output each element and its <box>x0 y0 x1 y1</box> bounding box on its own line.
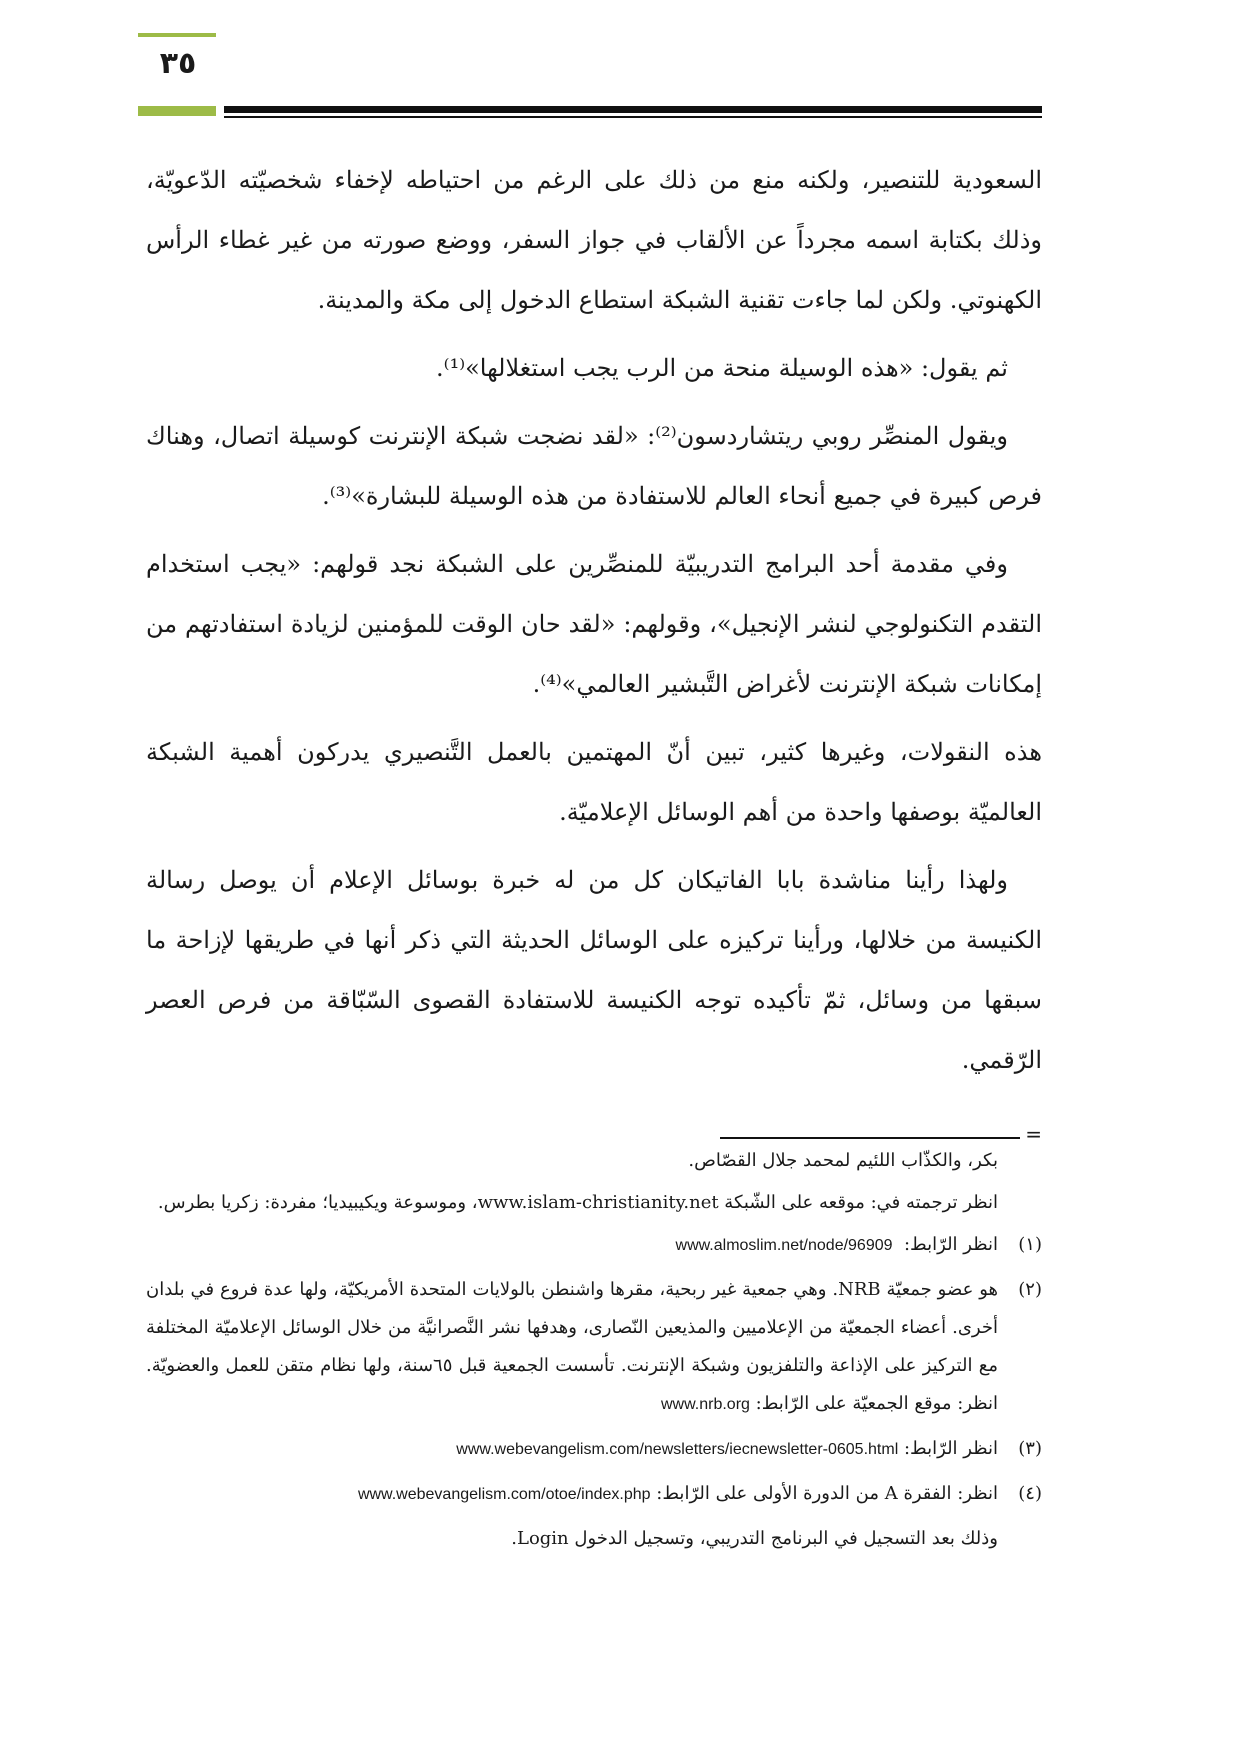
footnote-text: هو عضو جمعيّة NRB. وهي جمعية غير ربحية، مقرها واشنطن بالولايات المتحدة الأمريكيّة، ولها عدة فروع في بلدان أخرى. أعضاء الجمعيّة من الإعلاميين والمذيعين النّصارى، وهدفها نشر النَّصرانيَّة من خلال الوسائل الإعلاميّة المختلفة مع التركيز على الإذاعة والتلفزيون وشبكة الإنترنت. تأسست الجمعية قبل ٦٥سنة، ولها نظام متقن للعمل والعضويّة. انظر: موقع الجمعيّة على الرّابط: <box>146 1279 998 1414</box>
footnote-link[interactable]: www.webevangelism.com/newsletters/iecnewsletter-0605.html <box>456 1441 899 1458</box>
footnote-separator-line <box>720 1137 1020 1139</box>
footnote-link[interactable]: www.webevangelism.com/otoe/index.php <box>357 1486 651 1503</box>
footnote-number: (٤) <box>1018 1483 1042 1504</box>
footnote-link[interactable]: www.nrb.org <box>661 1396 750 1413</box>
paragraph-3: ويقول المنصِّر روبي ريتشاردسون⁽²⁾: «لقد نضجت شبكة الإنترنت كوسيلة اتصال، وهناك فرص كبيرة في جميع أنحاء العالم للاستفادة من هذه الوسيلة للبشارة»⁽³⁾. <box>146 422 1042 510</box>
page-number: ٣٥ <box>159 46 197 81</box>
header-accent-bar-top <box>138 33 216 37</box>
paragraph-1: السعودية للتنصير، ولكنه منع من ذلك على الرغم من احتياطه لإخفاء شخصيّته الدّعويّة، وذلك بكتابة اسمه مجرداً عن الألقاب في جواز السفر، ووضع صورته من غير غطاء الرأس الكهنوتي. ولكن لما جاءت تقنية الشبكة استطاع الدخول إلى مكة والمدينة. <box>146 166 1042 314</box>
body-text <box>146 150 1042 1098</box>
footnote-text: انظر الرّابط: <box>903 1438 998 1459</box>
paragraph-6: ولهذا رأينا مناشدة بابا الفاتيكان كل من له خبرة بوسائل الإعلام أن يوصل رسالة الكنيسة من خلالها، ورأينا تركيزه على الوسائل الحديثة التي ذكر أنها في طريقها لإزاحة ما سبقها من وسائل، ثمّ تأكيده توجه الكنيسة للاستفادة القصوى السّبّاقة من فرص العصر الرّقمي. <box>146 866 1042 1074</box>
footnote-2 <box>146 1271 1042 1424</box>
paragraph-2: ثم يقول: «هذه الوسيلة منحة من الرب يجب استغلالها»⁽¹⁾. <box>436 354 1008 382</box>
footnote-3 <box>146 1430 1042 1469</box>
footnote-continuation-line: انظر ترجمته في: موقعه على الشّبكة www.islam-christianity.net، وموسوعة ويكيبيديا؛ مفردة: زكريا بطرس. <box>157 1192 998 1213</box>
footnote-number: (٣) <box>1018 1438 1042 1459</box>
header-rule-thick <box>224 106 1042 113</box>
paragraph-5: هذه النقولات، وغيرها كثير، تبين أنّ المهتمين بالعمل التَّنصيري يدركون أهمية الشبكة العالميّة بوصفها واحدة من أهم الوسائل الإعلاميّة. <box>146 738 1042 826</box>
footnotes <box>146 1142 1042 1562</box>
footnote-text: انظر الرّابط: <box>903 1234 998 1255</box>
footnote-link[interactable]: www.almoslim.net/node/96909 <box>675 1237 893 1254</box>
footnote-1 <box>146 1226 1042 1265</box>
paragraph-4: وفي مقدمة أحد البرامج التدريبيّة للمنصِّرين على الشبكة نجد قولهم: «يجب استخدام التقدم التكنولوجي لنشر الإنجيل»، وقولهم: «لقد حان الوقت للمؤمنين لزيادة استفادتهم من إمكانات شبكة الإنترنت لأغراض التَّبشير العالمي»⁽⁴⁾. <box>146 550 1042 698</box>
footnote-continuation-mark: = <box>1025 1122 1042 1146</box>
header-accent-bar-bottom <box>138 106 216 116</box>
footnote-4 <box>146 1475 1042 1514</box>
footnote-4-continuation: وذلك بعد التسجيل في البرنامج التدريبي، وتسجيل الدخول Login. <box>511 1528 998 1549</box>
header-rule-thin <box>224 116 1042 118</box>
footnote-text: انظر: الفقرة A من الدورة الأولى على الرّابط: <box>656 1483 998 1504</box>
footnote-number: (١) <box>1018 1234 1042 1255</box>
footnote-continuation-line: بكر، والكذّاب اللئيم لمحمد جلال القصّاص. <box>688 1150 998 1171</box>
footnote-number: (٢) <box>1018 1279 1042 1300</box>
